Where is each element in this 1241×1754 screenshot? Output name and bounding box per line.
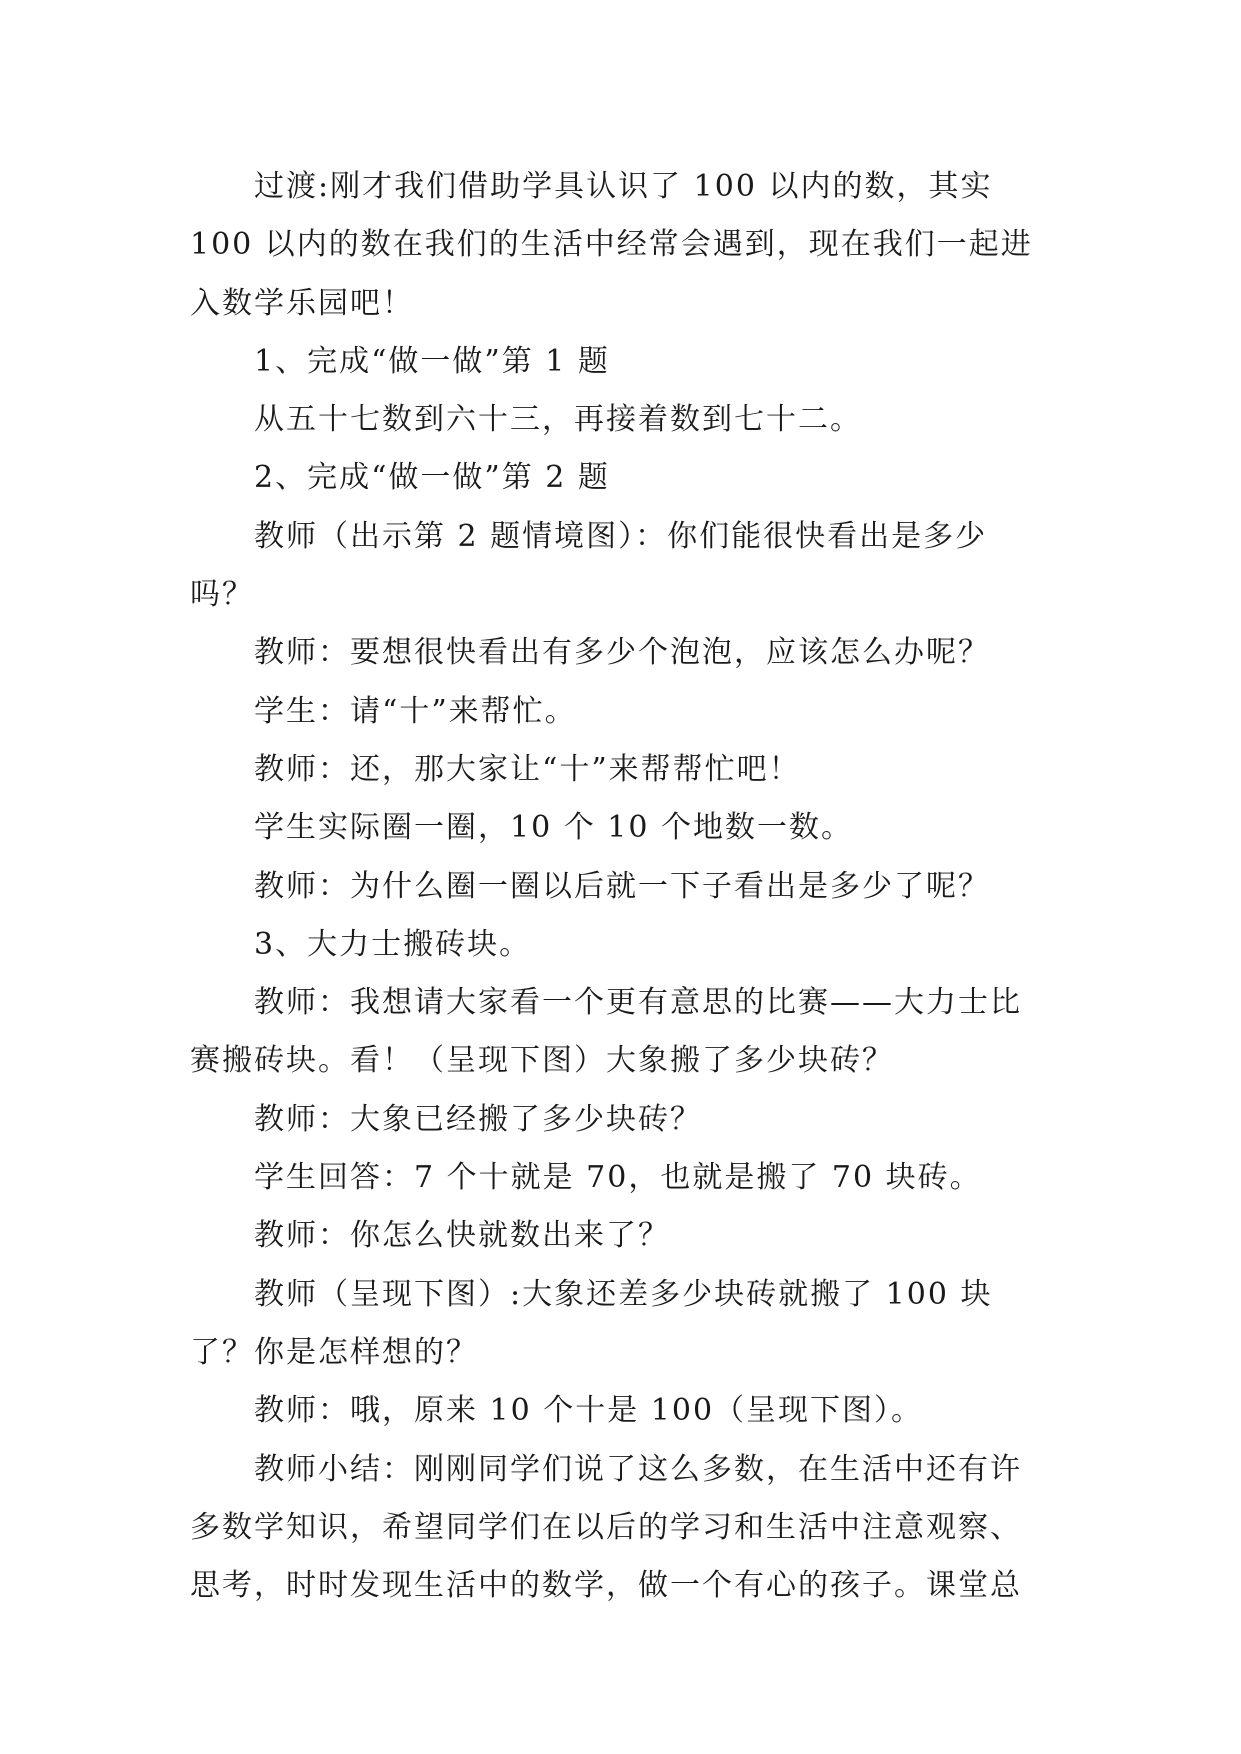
paragraph-exercise-1-heading: 1、完成“做一做”第 1 题 <box>254 343 610 379</box>
paragraph-teacher-question-4: 教师：大象已经搬了多少块砖？ <box>254 1101 702 1137</box>
paragraph-exercise-2-heading: 2、完成“做一做”第 2 题 <box>254 460 610 496</box>
paragraph-student-activity: 学生实际圈一圈，10 个 10 个地数一数。 <box>254 810 853 846</box>
paragraph-teacher-response-1: 教师：还，那大家让“十”来帮帮忙吧！ <box>254 751 801 787</box>
paragraph-teacher-question-5: 教师：你怎么快就数出来了？ <box>254 1218 670 1254</box>
paragraph-teacher-intro-contest: 教师：我想请大家看一个更有意思的比赛——大力士比赛搬砖块。看！（呈现下图）大象搬了多少块砖？ <box>190 985 1022 1079</box>
paragraph-transition: 过渡:刚才我们借助学具认识了 100 以内的数，其实 100 以内的数在我们的生活中经常会遇到，现在我们一起进入数学乐园吧！ <box>190 169 1033 321</box>
paragraph-exercise-3-heading: 3、大力士搬砖块。 <box>254 926 532 962</box>
paragraph-teacher-question-2: 教师：要想很快看出有多少个泡泡，应该怎么办呢？ <box>254 635 990 671</box>
paragraph-student-answer-2: 学生回答：7 个十就是 70，也就是搬了 70 块砖。 <box>254 1160 982 1196</box>
document-body <box>190 158 1050 1615</box>
paragraph-teacher-response-2: 教师：哦，原来 10 个十是 100（呈现下图）。 <box>254 1393 924 1429</box>
paragraph-teacher-summary: 教师小结：刚刚同学们说了这么多数，在生活中还有许多数学知识，希望同学们在以后的学习和生活中注意观察、思考，时时发现生活中的数学，做一个有心的孩子。课堂总 <box>190 1451 1022 1604</box>
paragraph-teacher-question-3: 教师：为什么圈一圈以后就一下子看出是多少了呢？ <box>254 868 990 904</box>
paragraph-student-answer-1: 学生：请“十”来帮忙。 <box>254 693 577 729</box>
paragraph-teacher-question-6: 教师（呈现下图）:大象还差多少块砖就搬了 100 块了？你是怎样想的？ <box>190 1276 993 1370</box>
paragraph-exercise-1-content: 从五十七数到六十三，再接着数到七十二。 <box>254 402 862 438</box>
paragraph-teacher-question-1: 教师（出示第 2 题情境图）：你们能很快看出是多少吗？ <box>190 518 988 613</box>
